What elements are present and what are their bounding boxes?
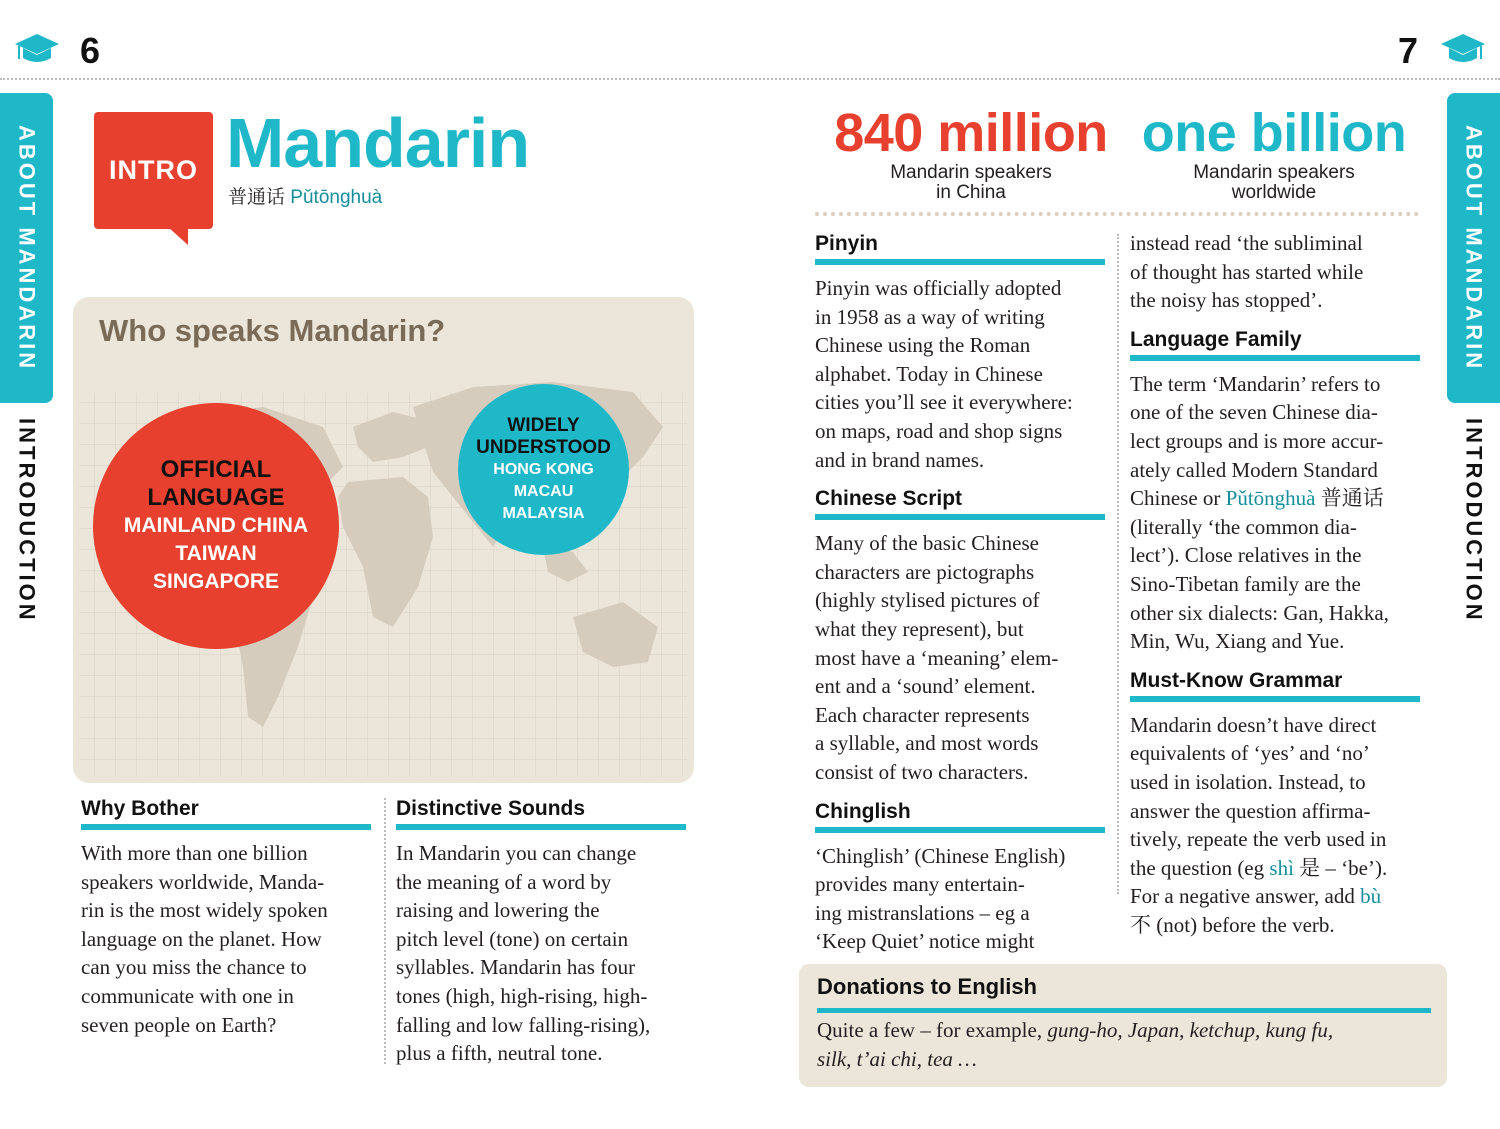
subtitle-chinese: 普通话 [228,187,286,208]
heading-rule [1130,355,1420,361]
widely-understood-circle [458,384,629,555]
intro-badge-label: INTRO [109,155,198,185]
distinctive-sounds-heading: Distinctive Sounds [396,797,586,820]
language-family-text: The term ‘Mandarin’ refers to one of the seven Chinese dia- lect groups and is more accur- ately called Modern Standard Chinese or Pǔtōnghuà 普通话 (literally ‘the common dia- lect’). Close relatives in the Sino-Tibetan family are the other six dialects: Gan, Hakka, Min, Wu, Xiang and Yue. [1130,371,1389,654]
widely-place: MALAYSIA [502,504,585,522]
page-subtitle [228,182,382,209]
heading-rule [815,259,1105,265]
grammar-text: Mandarin doesn’t have direct equivalents of ‘yes’ and ‘no’ used in isolation. Instead, to answer the question affirma- tively, repeate the verb used in the question (eg shì 是 – ‘be’). For a negative answer, add bù 不 (not) before the verb. [1130,712,1388,937]
stat-world-caption: Mandarin speakers [1193,162,1355,183]
language-family-section [1130,325,1420,656]
section-tab-label-right: ABOUT MANDARIN [1461,124,1487,372]
why-bother-text: With more than one billion speakers worldwide, Manda- rin is the most widely spoken language on the planet. How can you miss the chance to communicate with one in seven people on Earth? [81,841,328,1037]
chinglish-section [815,797,1105,956]
page-number-left: 6 [80,30,101,71]
chinese-script-section [815,484,1105,786]
right-column-1 [815,229,1105,966]
widely-heading-2: UNDERSTOOD [476,436,611,458]
stat-world-number: one billion [1141,103,1407,163]
why-bother-heading: Why Bother [81,797,199,820]
chapter-tab-label-left[interactable]: INTRODUCTION [14,417,40,623]
donations-text: Quite a few – for example, gung-ho, Japan, ketchup, kung fu, silk, t’ai chi, tea … [817,1018,1334,1071]
donations-box [799,964,1447,1087]
intro-badge-tail [168,227,188,245]
official-heading-2: LANGUAGE [147,484,285,511]
panel-title: Who speaks Mandarin? [99,313,446,348]
heading-rule [817,1008,1431,1013]
page-number-right: 7 [1398,30,1419,71]
stats-divider [815,212,1419,216]
stat-china-caption: in China [936,182,1006,203]
chinglish-text-continued: instead read ‘the subliminal of thought has started while the noisy has stopped’. [1130,231,1364,313]
grammar-section [1130,666,1420,940]
official-language-circle [93,403,339,649]
subtitle-pinyin: Pǔtōnghuà [290,187,383,208]
header-divider [0,78,1500,80]
official-heading-1: OFFICIAL [160,456,272,483]
widely-place: MACAU [513,482,574,500]
heading-rule [815,827,1105,833]
heading-rule [81,824,371,830]
distinctive-sounds-section [396,794,686,1068]
grammar-heading: Must-Know Grammar [1130,668,1343,692]
graduation-cap-icon [14,32,60,66]
language-family-heading: Language Family [1130,327,1302,351]
heading-rule [815,514,1105,520]
column-divider [1117,234,1119,894]
chinese-script-heading: Chinese Script [815,487,963,511]
section-tab-label-left: ABOUT MANDARIN [14,124,40,372]
stat-world [1134,103,1414,203]
chinese-script-text: Many of the basic Chinese characters are pictographs (highly stylised pictures of what they represent), but most have a ‘meaning’ elem- ent and a ‘sound’ element. Each character represents a syllable, and most words consist of two characters. [815,531,1059,784]
official-place: SINGAPORE [152,570,280,593]
widely-heading-1: WIDELY [507,414,580,436]
chapter-tab-label-right[interactable]: INTRODUCTION [1461,417,1487,623]
page-title: Mandarin [226,104,530,182]
chinglish-text: ‘Chinglish’ (Chinese English) provides many entertain- ing mistranslations – eg a ‘Keep Quiet’ notice might [815,843,1066,954]
chinglish-heading: Chinglish [815,799,911,823]
widely-place: HONG KONG [493,460,594,478]
official-place: TAIWAN [175,542,257,565]
donations-heading: Donations to English [817,974,1037,999]
intro-badge [94,112,213,229]
why-bother-section [81,794,371,1039]
pinyin-heading: Pinyin [815,232,879,255]
stat-china [815,103,1127,203]
column-divider [384,798,386,1064]
heading-rule [1130,696,1420,702]
stat-world-caption: worldwide [1231,182,1317,203]
pinyin-section [815,229,1105,474]
graduation-cap-icon [1440,32,1486,66]
right-column-2 [1130,229,1420,949]
heading-rule [396,824,686,830]
stat-china-caption: Mandarin speakers [890,162,1052,183]
official-place: MAINLAND CHINA [123,514,309,537]
stat-china-number: 840 million [834,103,1108,163]
pinyin-text: Pinyin was officially adopted in 1958 as a way of writing Chinese using the Roman alphabet. Today in Chinese cities you’ll see it everywhere: on maps, road and shop signs and in brand names. [815,276,1073,472]
distinctive-sounds-text: In Mandarin you can change the meaning of a word by raising and lowering the pitch level (tone) on certain syllables. Mandarin has four tones (high, high-rising, high- falling and low falling-rising), plus a fifth, neutral tone. [396,841,651,1066]
